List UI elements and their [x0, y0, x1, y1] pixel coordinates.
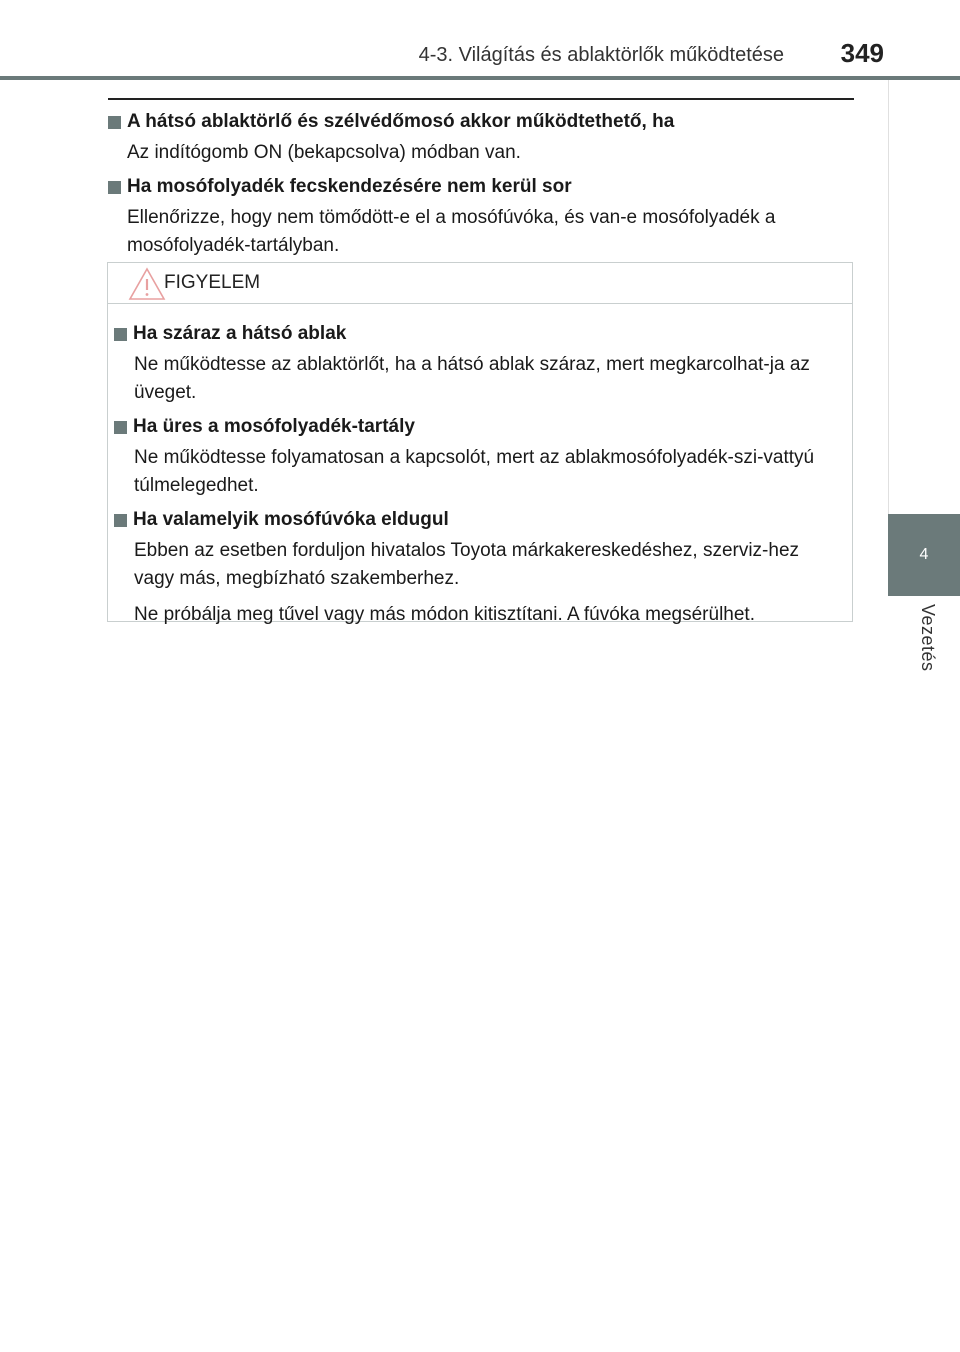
- warning-triangle-icon: [128, 267, 166, 301]
- page-number: 349: [840, 38, 884, 68]
- page-header: [0, 0, 960, 80]
- square-bullet-icon: [108, 181, 121, 194]
- list-item: [114, 320, 834, 407]
- main-content: [108, 108, 854, 266]
- square-bullet-icon: [114, 421, 127, 434]
- item-title: Ha mosófolyadék fecskendezésére nem kerül sor: [127, 176, 572, 197]
- warning-content: [108, 304, 852, 629]
- list-item: [114, 506, 834, 629]
- side-rail: [888, 80, 960, 514]
- square-bullet-icon: [114, 514, 127, 527]
- chapter-tab: [888, 514, 960, 596]
- item-body: Ne működtesse az ablaktörlőt, ha a hátsó ablak száraz, mert megkarcolhat-ja az üveget.: [134, 354, 810, 403]
- square-bullet-icon: [108, 116, 121, 129]
- item-body: Ebben az esetben forduljon hivatalos Toyota márkakereskedéshez, szerviz-hez vagy más, megbízható szakemberhez.: [134, 540, 800, 589]
- item-title: Ha valamelyik mosófúvóka eldugul: [133, 509, 449, 530]
- section-title: 4-3. Világítás és ablaktörlők működtetése: [418, 44, 784, 66]
- content-top-rule: [108, 98, 854, 100]
- item-title: Ha üres a mosófolyadék-tartály: [133, 416, 415, 437]
- item-body: Ellenőrizze, hogy nem tömődött-e el a mosófúvóka, és van-e mosófolyadék a mosófolyadék-tartályban.: [127, 207, 776, 256]
- chapter-label: Vezetés: [918, 604, 938, 672]
- header-rule: [0, 76, 960, 80]
- item-body: Az indítógomb ON (bekapcsolva) módban van.: [127, 142, 521, 163]
- square-bullet-icon: [114, 328, 127, 341]
- item-title: A hátsó ablaktörlő és szélvédőmosó akkor működtethető, ha: [127, 111, 675, 132]
- item-title: Ha száraz a hátsó ablak: [133, 323, 347, 344]
- item-body: Ne próbálja meg tűvel vagy más módon kitisztítani. A fúvóka megsérülhet.: [134, 604, 755, 625]
- item-body: Ne működtesse folyamatosan a kapcsolót, mert az ablakmosófolyadék-szi-vattyú túlmelegedhet.: [134, 447, 815, 496]
- warning-header: [108, 263, 852, 304]
- chapter-number: 4: [919, 546, 929, 563]
- warning-box: [107, 262, 853, 625]
- list-item: [114, 413, 834, 500]
- warning-title: FIGYELEM: [164, 272, 261, 293]
- list-item: [108, 173, 854, 260]
- list-item: [108, 108, 854, 167]
